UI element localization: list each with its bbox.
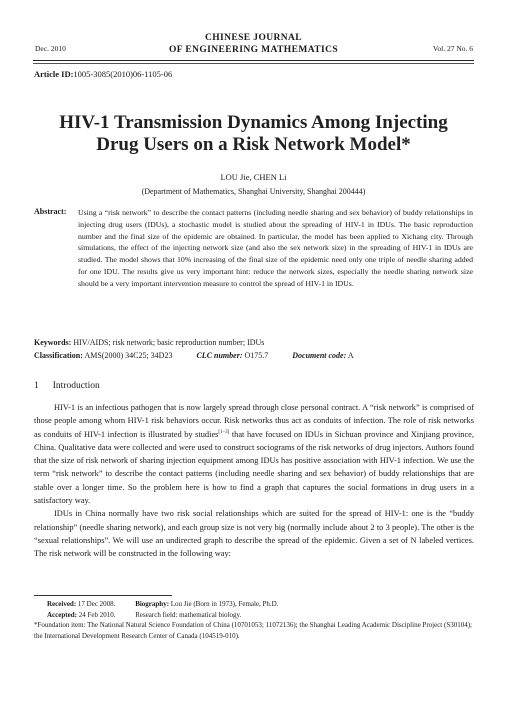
paper-title (0, 112, 507, 156)
keywords (34, 338, 264, 347)
footnote-accepted (34, 610, 474, 621)
paragraph-1-part-a: HIV-1 is an infectious pathogen that is now largely spread through close personal contract. A “risk network” is comprised of those people among whom HIV-1 risk behaviors occur. Risk networks thus act as conduits of infection. The role of risk networks as conduits of HIV-1 infection is illustrated by studies (34, 403, 474, 439)
header-rule-thin (33, 63, 474, 64)
journal-name-line2: OF ENGINEERING MATHEMATICS (168, 45, 339, 55)
authors: LOU Jie, CHEN Li (220, 172, 287, 182)
clc-value: O175.7 (244, 351, 269, 360)
footnote-rule (34, 595, 172, 596)
citation: [1–3] (218, 429, 230, 435)
paragraph-1-part-b: that have focused on IDUs in Sichuan province and Xinjiang province, China. Qualitative data were collected and were used to construct sociograms of the risk networks of drug injectors. Authors found that the size of risk network of sharing injection equipment among IDUs has positive association with HIV-1 infection. We use the term “risk network” to describe the contact patterns (including needle sharing and sex behavior) of buddy relationships that are stable over a longer time. So the problem here is how to find a graph that captures the social formations in drug users in a satisfactory way. (34, 429, 474, 506)
accepted-date: 24 Feb 2010. (78, 610, 116, 619)
abstract-text: Using a “risk network” to describe the contact patterns (including needle sharing and sex behavior) of buddy relationships in injecting drug users (IDUs), a stochastic model is studied about the spreading of HIV-1 in IDUs. The basic reproduction number and the final size of the epidemic are obtained. In particular, the model has been applied to Xichang city. Through simulations, the effect of the injecting network size (and also the sex network size) in the spreading of HIV-1 in IDUs are studied. The model shows that 10% increasing of the final size of the epidemic need only one triple of needle sharing added for one IDU. The results give us very important hint: reduce the network sizes, especially the needle sharing network size should be a very important intervention measure to control the spread of HIV-1 in IDUs. (78, 208, 473, 288)
footnotes (34, 599, 474, 641)
keywords-label: Keywords: (34, 338, 72, 347)
biography-label: Biography: (135, 600, 170, 608)
classification-value: AMS(2000) 34C25; 34D23 (84, 351, 173, 360)
research-field: Research field: mathematical biology. (135, 610, 242, 619)
journal-name-line1: CHINESE JOURNAL (204, 33, 303, 43)
foundation-label: *Foundation item: (34, 621, 86, 629)
doc-code-label: Document code: (292, 351, 347, 360)
header-volume: Vol. 27 No. 6 (432, 44, 473, 53)
section-number: 1 (34, 381, 39, 391)
accepted-label: Accepted: (47, 610, 77, 619)
title-line-2: Drug Users on a Risk Network Model* (96, 134, 411, 155)
received-date: 17 Dec 2008. (77, 600, 116, 608)
article-id-value: 1005-3085(2010)06-1105-06 (73, 69, 173, 79)
footnote-received (34, 599, 474, 610)
abstract-label: Abstract: (34, 207, 67, 216)
paragraph-1 (34, 401, 474, 507)
section-title: Introduction (52, 381, 100, 391)
classification-label: Classification: (34, 351, 83, 360)
title-line-1: HIV-1 Transmission Dynamics Among Injecting (59, 112, 448, 133)
classification (34, 351, 474, 360)
doc-code-value: A (347, 351, 354, 360)
section-heading (34, 381, 100, 391)
paragraph-2: IDUs in China normally have two risk social relationships which are suited for the spread of HIV-1: one is the “buddy relationship” (needle sharing network), and each group size is not very big (normally include about 2 to 3 people). The other is the “sexual relationships”. We will use an undirected graph to describe the spread of the epidemic. Given a set of N labeled vertices. The risk network will be constructed in the following way: (34, 509, 474, 559)
biography-text: Lou Jie (Born in 1973), Female, Ph.D. (170, 600, 279, 608)
keywords-text: HIV/AIDS; risk network; basic reproduction number; IDUs (73, 338, 265, 347)
article-id (34, 69, 172, 79)
body-text (34, 401, 474, 561)
article-id-label: Article ID: (34, 69, 74, 79)
header-date: Dec. 2010 (35, 44, 66, 53)
affiliation: (Department of Mathematics, Shanghai University, Shanghai 200444) (141, 187, 366, 196)
received-label: Received: (47, 600, 77, 608)
clc-label: CLC number: (196, 351, 243, 360)
header-rule (33, 60, 474, 61)
foundation-text: The National Natural Science Foundation of China (10701053; 11072136); the Shanghai Leading Academic Discipline Project (S30104); the International Development Research Center of Canada (104519-010). (34, 621, 473, 640)
footnote-foundation (34, 620, 474, 641)
